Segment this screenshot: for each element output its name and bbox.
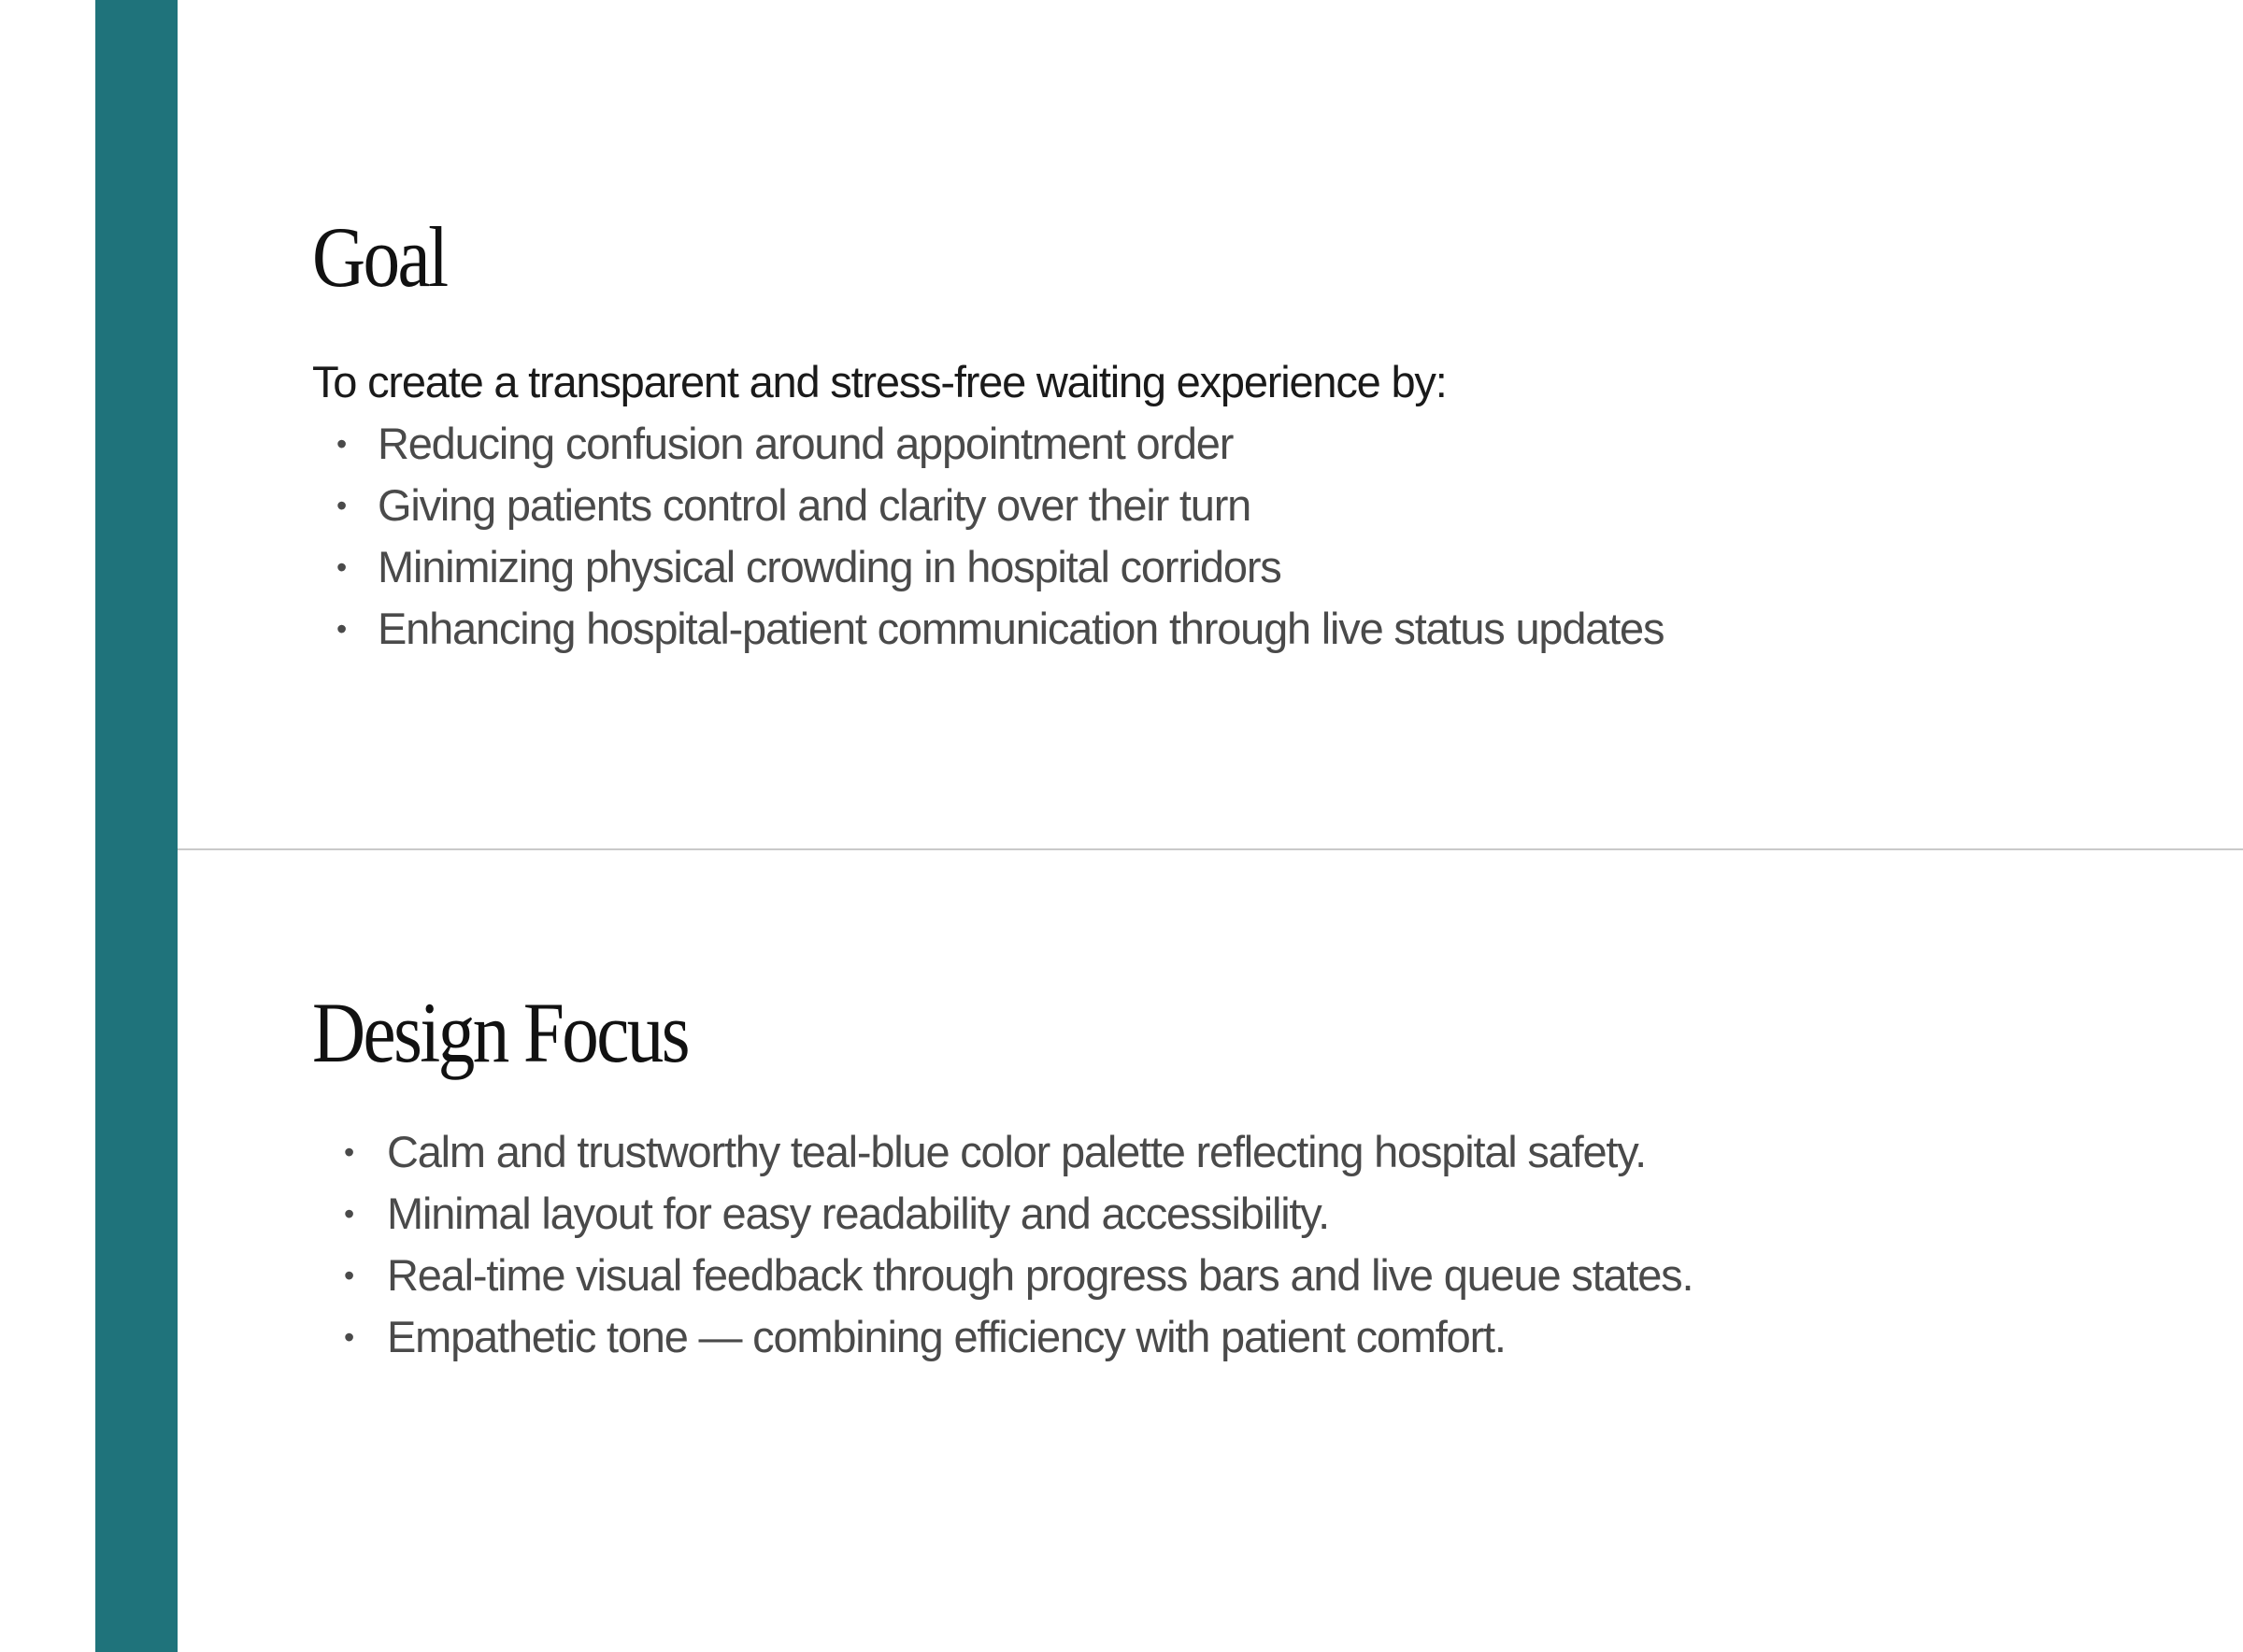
goal-heading: Goal [312,209,447,305]
goal-list-item [336,598,1686,660]
design-focus-list-item [344,1245,1976,1306]
bullet-icon: • [344,1197,354,1231]
design-focus-list-item-text: Calm and trustworthy teal-blue color palette reflecting hospital safety. [387,1127,1646,1176]
design-focus-list-item [344,1306,1976,1368]
bullet-icon: • [336,612,347,646]
design-focus-list-item [344,1183,1976,1245]
goal-intro: To create a transparent and stress-free waiting experience by: [312,357,1447,406]
goal-list-item-text: Giving patients control and clarity over their turn [378,480,1251,530]
goal-list-item-text: Enhancing hospital-patient communication through live status updates [378,604,1664,653]
goal-list [336,413,1686,660]
design-focus-list-item-text: Real-time visual feedback through progress bars and live queue states. [387,1250,1693,1300]
goal-list-item-text: Minimizing physical crowding in hospital corridors [378,542,1281,591]
bullet-icon: • [344,1320,354,1354]
design-focus-list-item [344,1121,1976,1183]
bullet-icon: • [344,1259,354,1292]
design-focus-section [312,981,1976,1368]
design-focus-heading: Design Focus [312,985,689,1080]
bullet-icon: • [336,427,347,461]
bullet-icon: • [336,550,347,584]
goal-list-item [336,475,1686,536]
goal-section [312,206,1686,660]
goal-list-item [336,413,1686,475]
design-focus-list-item-text: Minimal layout for easy readability and accessibility. [387,1189,1329,1238]
goal-list-item-text: Reducing confusion around appointment order [378,419,1234,468]
bullet-icon: • [344,1135,354,1169]
design-focus-list [344,1121,1976,1368]
accent-side-bar [95,0,178,1652]
bullet-icon: • [336,489,347,522]
design-focus-list-item-text: Empathetic tone — combining efficiency with patient comfort. [387,1312,1506,1361]
section-divider [178,848,2243,850]
goal-list-item [336,536,1686,598]
